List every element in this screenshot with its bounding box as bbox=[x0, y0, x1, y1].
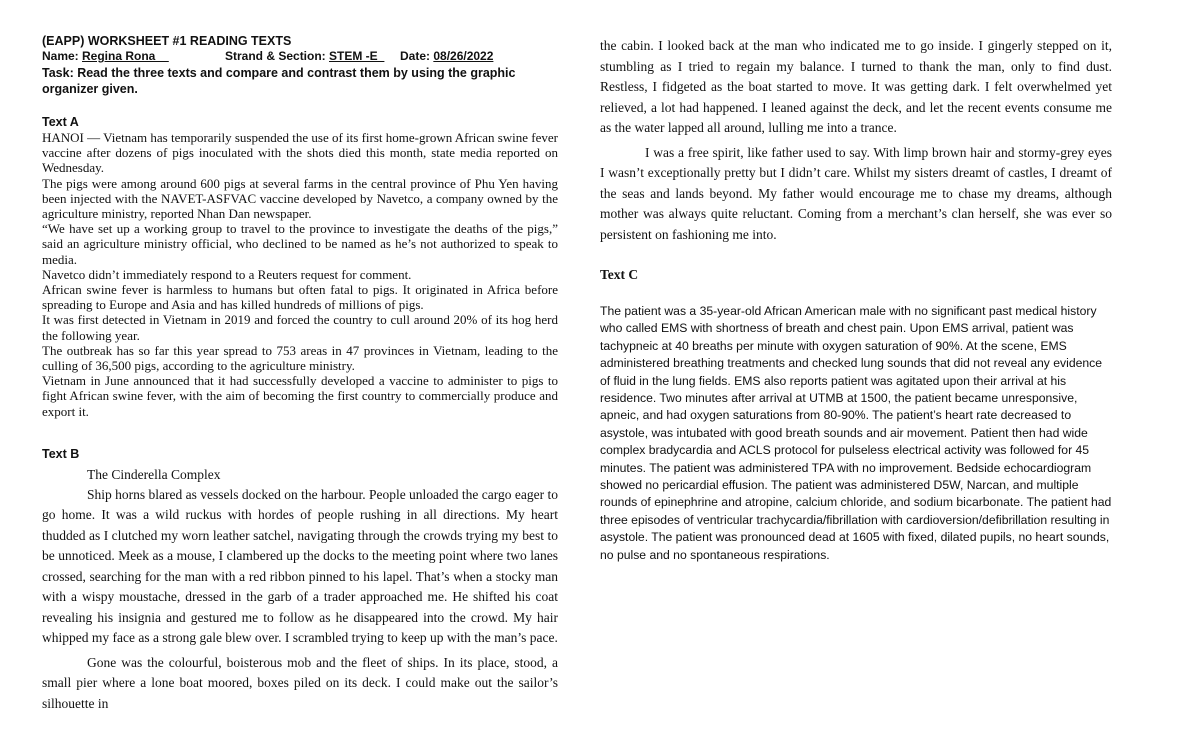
text-c-body: The patient was a 35-year-old African American male with no significant past medical history who called EMS with shortness of breath and chest pain. Upon EMS arrival, patient was tachypneic at 40 breaths per minute with oxygen saturation of 90%. At the scene, EMS administered breathing treatments and checked lung sounds that did not reveal any evidence of fluid in the lung fields. EMS also reports patient was agitated upon their arrival at his residence. Two minutes after arrival at UTMB at 1500, the patient became unresponsive, apneic, and had oxygen saturations from 80-90%. The patient’s heart rate decreased to asystole, was intubated with good breath sounds and air movement. Patient then had wide complex bradycardia and ACLS protocol for pulseless electrical activity was followed for 45 minutes. The patient was administered TPA with no improvement. Bedside echocardiogram showed no pericardial effusion. The patient was administered D5W, Narcan, and multiple rounds of epinephrine and atropine, calcium chloride, and sodium bicarbonate. The patient had three episodes of ventricular trachycardia/fibrillation with cardioversion/defibrillation resulting in asystole. The patient was pronounced dead at 1605 with fixed, dilated pupils, no heart sounds, no pulse and no spontaneous respirations. bbox=[600, 304, 1112, 562]
text-b-paragraph: Gone was the colourful, boisterous mob and the fleet of ships. In its place, stood, a small pier where a lone boat moored, boxes piled on its deck. I could make out the sailor’s silhouette in bbox=[42, 654, 558, 711]
right-page bbox=[600, 0, 1200, 729]
text-a-paragraph: Vietnam in June announced that it had successfully developed a vaccine to administer to pigs to fight African swine fever, with the aim of becoming the first country to commercially produce and export it. bbox=[42, 373, 558, 419]
text-a-paragraph: It was first detected in Vietnam in 2019 and forced the country to cull around 20% of its hog herd the following year. bbox=[42, 312, 558, 343]
date-label: Date: bbox=[400, 49, 434, 63]
date-value: 08/26/2022 bbox=[433, 49, 494, 63]
text-a-paragraph: Navetco didn’t immediately respond to a Reuters request for comment. bbox=[42, 266, 412, 282]
date-field bbox=[400, 49, 493, 64]
text-c-heading: Text C bbox=[600, 267, 639, 282]
name-field bbox=[42, 49, 169, 64]
text-b-heading: Text B bbox=[42, 446, 80, 461]
task-instructions: Task: Read the three texts and compare and contrast them by using the graphic organizer given. bbox=[42, 66, 516, 96]
text-b-paragraph: Ship horns blared as vessels docked on the harbour. People unloaded the cargo eager to go home. It was a wild ruckus with hordes of people rushing in all directions. My heart thudded as I clutched my worn leather satchel, navigating through the crowds trying my best to be unnoticed. Meek as a mouse, I clambered up the docks to the meeting point where two lanes crossed, searching for the man with a red ribbon pinned to his lapel. That’s when a stocky man with a wispy moustache, dressed in the garb of a trader approached me. He shifted his coat revealing his insignia and gestured me to follow as he disappeared into the crowd. My hair whipped my face as a strong gale blew over. I scrambled trying to keep up with the man’s pace. bbox=[42, 486, 558, 646]
text-a-paragraph: The pigs were among around 600 pigs at several farms in the central province of Phu Yen having been injected with the NAVET-ASFVAC vaccine developed by Navetco, a company owned by the agriculture ministry, reported Nhan Dan newspaper. bbox=[42, 175, 558, 222]
text-a-heading: Text A bbox=[42, 115, 79, 129]
text-a-paragraph: African swine fever is harmless to humans but often fatal to pigs. It originated in Africa before spreading to Europe and Asia and has killed hundreds of millions of pigs. bbox=[42, 282, 558, 313]
worksheet-title: (EAPP) WORKSHEET #1 READING TEXTS bbox=[42, 34, 292, 48]
text-a-body bbox=[42, 130, 558, 419]
text-a-paragraph: HANOI — Vietnam has temporarily suspended the use of its first home-grown African swine fever vaccine after dozens of pigs inoculated with the shots died this month, state media reported on Wednesday. bbox=[42, 130, 558, 176]
name-value: Regina Rona__ bbox=[82, 49, 169, 63]
name-label: Name: bbox=[42, 49, 83, 63]
text-b-paragraph: I was a free spirit, like father used to say. With limp brown hair and stormy-grey eyes I wasn’t exceptionally pretty but I didn’t care. Whilst my sisters dreamt of castles, I dreamt of the seas and lands beyond. My father would encourage me to chase my dreams, although mother was always quite reluctant. Coming from a merchant’s clan herself, she was ever so persistent on fashioning me into. bbox=[600, 144, 1112, 242]
strand-field bbox=[225, 49, 384, 64]
student-info-row bbox=[42, 49, 558, 64]
text-a-paragraph: The outbreak has so far this year spread to 753 areas in 47 provinces in Vietnam, leading to the culling of 36,500 pigs, according to the agriculture ministry. bbox=[42, 342, 558, 374]
strand-label: Strand & Section: bbox=[225, 49, 330, 63]
text-b-title: The Cinderella Complex bbox=[87, 466, 221, 482]
text-a-paragraph: “We have set up a working group to travel to the province to investigate the deaths of the pigs,” said an agriculture ministry official, who declined to be named as he’s not authorized to speak to media. bbox=[42, 221, 558, 267]
text-b-paragraph-continued: the cabin. I looked back at the man who indicated me to go inside. I gingerly stepped on it, stumbling as I tried to regain my balance. I turned to thank the man, only to find dust. Restless, I fidgeted as the boat started to move. It was getting dark. I felt overwhelmed yet relieved, a lot had happened. I leaned against the deck, and let the recent events consume me as the water lapped all around, lulling me into a trance. bbox=[600, 38, 1112, 135]
strand-value: STEM -E_ bbox=[329, 49, 385, 63]
